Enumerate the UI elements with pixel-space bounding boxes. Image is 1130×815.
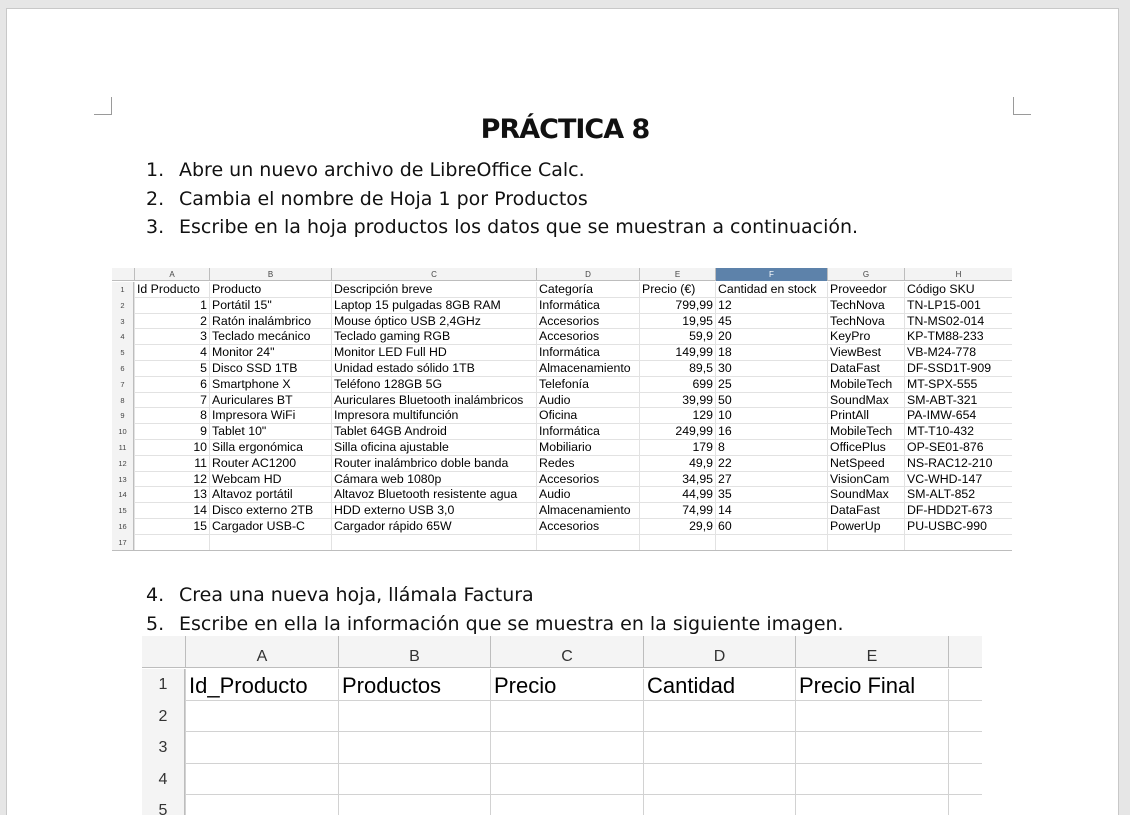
select-all-corner[interactable] bbox=[112, 268, 134, 281]
header-cell[interactable]: Precio bbox=[490, 669, 643, 701]
row-header[interactable]: 1 bbox=[142, 669, 185, 701]
table-cell[interactable] bbox=[536, 535, 639, 551]
table-cell[interactable]: PowerUp bbox=[827, 519, 904, 535]
list-number: 4. bbox=[146, 584, 165, 606]
table-cell[interactable]: DF-HDD2T-673 bbox=[904, 503, 1012, 519]
table-cell[interactable]: 20 bbox=[715, 329, 827, 345]
row-header[interactable]: 16 bbox=[112, 519, 134, 535]
table-row bbox=[112, 393, 1012, 409]
table-cell[interactable]: Almacenamiento bbox=[536, 503, 639, 519]
column-header-b[interactable]: B bbox=[338, 636, 490, 668]
table-cell[interactable]: Mouse óptico USB 2,4GHz bbox=[331, 314, 536, 330]
list-text: Escribe en ella la información que se muestra en la siguiente imagen. bbox=[179, 612, 844, 635]
header-cell[interactable]: Precio Final bbox=[795, 669, 948, 701]
table-cell[interactable]: 14 bbox=[134, 503, 209, 519]
row-header[interactable]: 12 bbox=[112, 456, 134, 472]
table-cell[interactable]: Almacenamiento bbox=[536, 361, 639, 377]
table-cell[interactable]: Laptop 15 pulgadas 8GB RAM bbox=[331, 298, 536, 314]
header-cell[interactable] bbox=[948, 669, 982, 701]
table-row bbox=[112, 456, 1012, 472]
header-cell[interactable]: Id Producto bbox=[134, 282, 209, 298]
row-header[interactable]: 10 bbox=[112, 424, 134, 440]
table-cell[interactable]: DataFast bbox=[827, 503, 904, 519]
table-cell[interactable] bbox=[795, 764, 948, 796]
list-number: 5. bbox=[146, 612, 165, 635]
table-cell[interactable]: MobileTech bbox=[827, 377, 904, 393]
table-cell[interactable]: TechNova bbox=[827, 298, 904, 314]
table-cell[interactable]: Cargador rápido 65W bbox=[331, 519, 536, 535]
row-header[interactable]: 9 bbox=[112, 408, 134, 424]
column-header-d[interactable]: D bbox=[536, 268, 639, 281]
table-cell[interactable]: Impresora WiFi bbox=[209, 408, 331, 424]
table-cell[interactable] bbox=[185, 701, 338, 733]
grid-bottom-edge bbox=[112, 550, 1012, 553]
table-cell[interactable]: VC-WHD-147 bbox=[904, 472, 1012, 488]
table-cell[interactable] bbox=[338, 732, 490, 764]
table-cell[interactable] bbox=[331, 535, 536, 551]
row-header[interactable]: 3 bbox=[112, 314, 134, 330]
table-cell[interactable]: Accesorios bbox=[536, 519, 639, 535]
table-row bbox=[112, 424, 1012, 440]
table-cell[interactable]: Disco externo 2TB bbox=[209, 503, 331, 519]
table-cell[interactable]: 1 bbox=[134, 298, 209, 314]
column-header-bar bbox=[112, 268, 1012, 281]
table-cell[interactable]: Altavoz Bluetooth resistente agua bbox=[331, 487, 536, 503]
table-cell[interactable]: Portátil 15" bbox=[209, 298, 331, 314]
row-header[interactable]: 15 bbox=[112, 503, 134, 519]
table-cell[interactable]: Ratón inalámbrico bbox=[209, 314, 331, 330]
table-cell[interactable]: Cámara web 1080p bbox=[331, 472, 536, 488]
table-cell[interactable] bbox=[643, 701, 795, 733]
table-cell[interactable] bbox=[639, 535, 715, 551]
list-text: Crea una nueva hoja, llámala Factura bbox=[179, 584, 534, 606]
table-cell[interactable]: 14 bbox=[715, 503, 827, 519]
list-item bbox=[146, 610, 844, 639]
table-cell[interactable]: Tablet 10" bbox=[209, 424, 331, 440]
list-number: 3. bbox=[146, 216, 165, 238]
table-cell[interactable]: Monitor 24" bbox=[209, 345, 331, 361]
row-header[interactable]: 11 bbox=[112, 440, 134, 456]
table-cell[interactable]: 179 bbox=[639, 440, 715, 456]
row-header[interactable]: 13 bbox=[112, 472, 134, 488]
table-cell[interactable] bbox=[490, 764, 643, 796]
table-row bbox=[112, 535, 1012, 551]
table-cell[interactable] bbox=[948, 732, 982, 764]
table-cell[interactable]: 2 bbox=[134, 314, 209, 330]
table-cell[interactable] bbox=[795, 732, 948, 764]
table-cell[interactable]: HDD externo USB 3,0 bbox=[331, 503, 536, 519]
table-cell[interactable]: Teclado mecánico bbox=[209, 329, 331, 345]
table-row bbox=[112, 519, 1012, 535]
instruction-list-bottom bbox=[146, 581, 844, 638]
table-cell[interactable] bbox=[795, 795, 948, 815]
instruction-list-top bbox=[146, 156, 858, 242]
table-row bbox=[112, 345, 1012, 361]
table-cell[interactable] bbox=[338, 764, 490, 796]
table-cell[interactable]: 11 bbox=[134, 456, 209, 472]
row-header[interactable]: 5 bbox=[112, 345, 134, 361]
table-cell[interactable]: Router inalámbrico doble banda bbox=[331, 456, 536, 472]
row-header[interactable]: 4 bbox=[112, 329, 134, 345]
table-cell[interactable]: Silla oficina ajustable bbox=[331, 440, 536, 456]
table-row bbox=[142, 764, 982, 796]
row-header[interactable]: 4 bbox=[142, 764, 185, 796]
table-cell[interactable] bbox=[827, 535, 904, 551]
table-row bbox=[112, 440, 1012, 456]
table-cell[interactable]: 6 bbox=[134, 377, 209, 393]
table-cell[interactable]: 60 bbox=[715, 519, 827, 535]
table-cell[interactable]: 7 bbox=[134, 393, 209, 409]
table-cell[interactable]: OP-SE01-876 bbox=[904, 440, 1012, 456]
table-cell[interactable]: 30 bbox=[715, 361, 827, 377]
table-cell[interactable]: 89,5 bbox=[639, 361, 715, 377]
column-header-c[interactable]: C bbox=[490, 636, 643, 668]
row-header[interactable]: 2 bbox=[142, 701, 185, 733]
column-header-g[interactable]: G bbox=[827, 268, 904, 281]
table-cell[interactable]: SM-ABT-321 bbox=[904, 393, 1012, 409]
table-cell[interactable]: Monitor LED Full HD bbox=[331, 345, 536, 361]
header-cell[interactable]: Descripción breve bbox=[331, 282, 536, 298]
table-cell[interactable]: 15 bbox=[134, 519, 209, 535]
table-cell[interactable] bbox=[948, 701, 982, 733]
column-header-h[interactable]: H bbox=[904, 268, 1012, 281]
page-corner-mark-right bbox=[1013, 97, 1031, 115]
column-header-a[interactable]: A bbox=[134, 268, 209, 281]
table-cell[interactable]: KeyPro bbox=[827, 329, 904, 345]
column-header-f[interactable]: F bbox=[715, 268, 827, 281]
column-header-a[interactable]: A bbox=[185, 636, 338, 668]
table-row bbox=[142, 669, 982, 701]
table-cell[interactable]: 49,9 bbox=[639, 456, 715, 472]
header-cell[interactable]: Cantidad en stock bbox=[715, 282, 827, 298]
table-cell[interactable]: ViewBest bbox=[827, 345, 904, 361]
table-cell[interactable]: Oficina bbox=[536, 408, 639, 424]
page-corner-mark-left bbox=[94, 97, 112, 115]
table-cell[interactable] bbox=[338, 795, 490, 815]
table-cell[interactable]: 18 bbox=[715, 345, 827, 361]
table-cell[interactable]: MT-SPX-555 bbox=[904, 377, 1012, 393]
table-cell[interactable]: Informática bbox=[536, 345, 639, 361]
table-row bbox=[112, 408, 1012, 424]
table-cell[interactable]: SM-ALT-852 bbox=[904, 487, 1012, 503]
table-cell[interactable]: Teclado gaming RGB bbox=[331, 329, 536, 345]
table-cell[interactable]: TechNova bbox=[827, 314, 904, 330]
table-cell[interactable]: 8 bbox=[715, 440, 827, 456]
table-cell[interactable]: Audio bbox=[536, 487, 639, 503]
table-cell[interactable]: Audio bbox=[536, 393, 639, 409]
table-cell[interactable]: Unidad estado sólido 1TB bbox=[331, 361, 536, 377]
table-cell[interactable]: 10 bbox=[134, 440, 209, 456]
table-row bbox=[112, 503, 1012, 519]
table-cell[interactable] bbox=[185, 795, 338, 815]
header-cell[interactable]: Precio (€) bbox=[639, 282, 715, 298]
list-text: Cambia el nombre de Hoja 1 por Productos bbox=[179, 187, 588, 210]
table-cell[interactable]: Tablet 64GB Android bbox=[331, 424, 536, 440]
row-header[interactable]: 3 bbox=[142, 732, 185, 764]
table-cell[interactable]: Disco SSD 1TB bbox=[209, 361, 331, 377]
table-cell[interactable] bbox=[643, 764, 795, 796]
table-cell[interactable] bbox=[134, 535, 209, 551]
table-cell[interactable]: DataFast bbox=[827, 361, 904, 377]
table-cell[interactable] bbox=[948, 764, 982, 796]
table-row bbox=[112, 314, 1012, 330]
table-cell[interactable]: SoundMax bbox=[827, 487, 904, 503]
row-header[interactable]: 17 bbox=[112, 535, 134, 551]
table-cell[interactable]: Accesorios bbox=[536, 314, 639, 330]
table-cell[interactable]: PA-IMW-654 bbox=[904, 408, 1012, 424]
table-cell[interactable] bbox=[490, 701, 643, 733]
table-cell[interactable]: Accesorios bbox=[536, 472, 639, 488]
table-cell[interactable] bbox=[338, 701, 490, 733]
row-header[interactable]: 14 bbox=[112, 487, 134, 503]
table-cell[interactable]: 8 bbox=[134, 408, 209, 424]
table-cell[interactable] bbox=[490, 732, 643, 764]
table-cell[interactable]: Impresora multifunción bbox=[331, 408, 536, 424]
table-cell[interactable]: KP-TM88-233 bbox=[904, 329, 1012, 345]
table-row bbox=[112, 298, 1012, 314]
table-cell[interactable]: 129 bbox=[639, 408, 715, 424]
select-all-corner[interactable] bbox=[142, 636, 185, 668]
table-cell[interactable] bbox=[795, 701, 948, 733]
table-cell[interactable] bbox=[948, 795, 982, 815]
table-cell[interactable]: VisionCam bbox=[827, 472, 904, 488]
table-cell[interactable]: TN-LP15-001 bbox=[904, 298, 1012, 314]
table-cell[interactable]: Cargador USB-C bbox=[209, 519, 331, 535]
table-cell[interactable] bbox=[185, 732, 338, 764]
table-cell[interactable]: Redes bbox=[536, 456, 639, 472]
table-cell[interactable]: Auriculares Bluetooth inalámbricos bbox=[331, 393, 536, 409]
table-cell[interactable]: 25 bbox=[715, 377, 827, 393]
table-cell[interactable]: NS-RAC12-210 bbox=[904, 456, 1012, 472]
table-cell[interactable]: 10 bbox=[715, 408, 827, 424]
table-cell[interactable]: 39,99 bbox=[639, 393, 715, 409]
list-item bbox=[146, 213, 858, 242]
row-header[interactable]: 1 bbox=[112, 282, 134, 298]
header-cell[interactable]: Productos bbox=[338, 669, 490, 701]
table-cell[interactable]: 3 bbox=[134, 329, 209, 345]
table-row bbox=[112, 487, 1012, 503]
table-cell[interactable]: 249,99 bbox=[639, 424, 715, 440]
table-cell[interactable]: Informática bbox=[536, 298, 639, 314]
table-cell[interactable]: 45 bbox=[715, 314, 827, 330]
column-header-bar bbox=[142, 636, 982, 668]
list-item bbox=[146, 581, 844, 610]
column-header-b[interactable]: B bbox=[209, 268, 331, 281]
table-cell[interactable]: MobileTech bbox=[827, 424, 904, 440]
table-cell[interactable]: Silla ergonómica bbox=[209, 440, 331, 456]
table-row bbox=[112, 377, 1012, 393]
table-cell[interactable]: 12 bbox=[715, 298, 827, 314]
column-header-e[interactable]: E bbox=[639, 268, 715, 281]
table-cell[interactable]: Auriculares BT bbox=[209, 393, 331, 409]
table-cell[interactable]: Mobiliario bbox=[536, 440, 639, 456]
table-cell[interactable]: 59,9 bbox=[639, 329, 715, 345]
table-cell[interactable]: TN-MS02-014 bbox=[904, 314, 1012, 330]
header-cell[interactable]: Código SKU bbox=[904, 282, 1012, 298]
table-cell[interactable]: DF-SSD1T-909 bbox=[904, 361, 1012, 377]
table-cell[interactable]: 12 bbox=[134, 472, 209, 488]
table-row bbox=[142, 795, 982, 815]
table-cell[interactable]: NetSpeed bbox=[827, 456, 904, 472]
column-header-d[interactable]: D bbox=[643, 636, 795, 668]
table-cell[interactable]: 29,9 bbox=[639, 519, 715, 535]
column-header-c[interactable]: C bbox=[331, 268, 536, 281]
list-number: 1. bbox=[146, 159, 165, 181]
header-cell[interactable]: Cantidad bbox=[643, 669, 795, 701]
table-cell[interactable]: 44,99 bbox=[639, 487, 715, 503]
table-cell[interactable] bbox=[185, 764, 338, 796]
table-row bbox=[112, 361, 1012, 377]
table-cell[interactable]: 22 bbox=[715, 456, 827, 472]
table-cell[interactable] bbox=[643, 795, 795, 815]
table-cell[interactable]: 35 bbox=[715, 487, 827, 503]
header-cell[interactable]: Producto bbox=[209, 282, 331, 298]
table-cell[interactable]: 699 bbox=[639, 377, 715, 393]
table-cell[interactable]: 16 bbox=[715, 424, 827, 440]
row-header[interactable]: 7 bbox=[112, 377, 134, 393]
header-cell[interactable]: Id_Producto bbox=[185, 669, 338, 701]
row-header[interactable]: 2 bbox=[112, 298, 134, 314]
table-cell[interactable]: 50 bbox=[715, 393, 827, 409]
table-cell[interactable]: 74,99 bbox=[639, 503, 715, 519]
table-row bbox=[112, 282, 1012, 298]
list-number: 2. bbox=[146, 187, 165, 210]
table-cell[interactable]: 149,99 bbox=[639, 345, 715, 361]
table-cell[interactable]: 799,99 bbox=[639, 298, 715, 314]
list-item bbox=[146, 156, 858, 185]
factura-spreadsheet bbox=[142, 636, 982, 815]
table-cell[interactable]: SoundMax bbox=[827, 393, 904, 409]
list-text: Escribe en la hoja productos los datos que se muestran a continuación. bbox=[179, 216, 859, 238]
table-cell[interactable] bbox=[904, 535, 1012, 551]
table-row bbox=[142, 701, 982, 733]
table-cell[interactable]: 19,95 bbox=[639, 314, 715, 330]
table-cell[interactable]: 27 bbox=[715, 472, 827, 488]
table-cell[interactable] bbox=[490, 795, 643, 815]
table-cell[interactable]: Smartphone X bbox=[209, 377, 331, 393]
table-cell[interactable]: Webcam HD bbox=[209, 472, 331, 488]
table-cell[interactable]: MT-T10-432 bbox=[904, 424, 1012, 440]
table-cell[interactable]: 4 bbox=[134, 345, 209, 361]
table-cell[interactable]: Accesorios bbox=[536, 329, 639, 345]
header-cell[interactable]: Categoría bbox=[536, 282, 639, 298]
table-cell[interactable]: Telefonía bbox=[536, 377, 639, 393]
table-row bbox=[112, 472, 1012, 488]
column-header-blank[interactable] bbox=[948, 636, 982, 668]
table-cell[interactable] bbox=[209, 535, 331, 551]
productos-spreadsheet bbox=[112, 268, 1012, 553]
table-cell[interactable]: Teléfono 128GB 5G bbox=[331, 377, 536, 393]
table-cell[interactable]: OfficePlus bbox=[827, 440, 904, 456]
table-cell[interactable]: 34,95 bbox=[639, 472, 715, 488]
row-header[interactable]: 6 bbox=[112, 361, 134, 377]
header-cell[interactable]: Proveedor bbox=[827, 282, 904, 298]
table-cell[interactable]: 5 bbox=[134, 361, 209, 377]
table-cell[interactable]: Informática bbox=[536, 424, 639, 440]
row-header[interactable]: 5 bbox=[142, 795, 185, 815]
table-cell[interactable]: Router AC1200 bbox=[209, 456, 331, 472]
row-header[interactable]: 8 bbox=[112, 393, 134, 409]
list-item bbox=[146, 185, 858, 214]
table-cell[interactable]: PU-USBC-990 bbox=[904, 519, 1012, 535]
table-cell[interactable] bbox=[643, 732, 795, 764]
column-header-e[interactable]: E bbox=[795, 636, 948, 668]
page-title: PRÁCTICA 8 bbox=[480, 114, 650, 145]
list-text: Abre un nuevo archivo de LibreOffice Calc. bbox=[179, 159, 585, 181]
table-cell[interactable] bbox=[715, 535, 827, 551]
table-row bbox=[142, 732, 982, 764]
table-cell[interactable]: Altavoz portátil bbox=[209, 487, 331, 503]
table-cell[interactable]: 9 bbox=[134, 424, 209, 440]
table-cell[interactable]: VB-M24-778 bbox=[904, 345, 1012, 361]
table-cell[interactable]: PrintAll bbox=[827, 408, 904, 424]
table-cell[interactable]: 13 bbox=[134, 487, 209, 503]
table-row bbox=[112, 329, 1012, 345]
